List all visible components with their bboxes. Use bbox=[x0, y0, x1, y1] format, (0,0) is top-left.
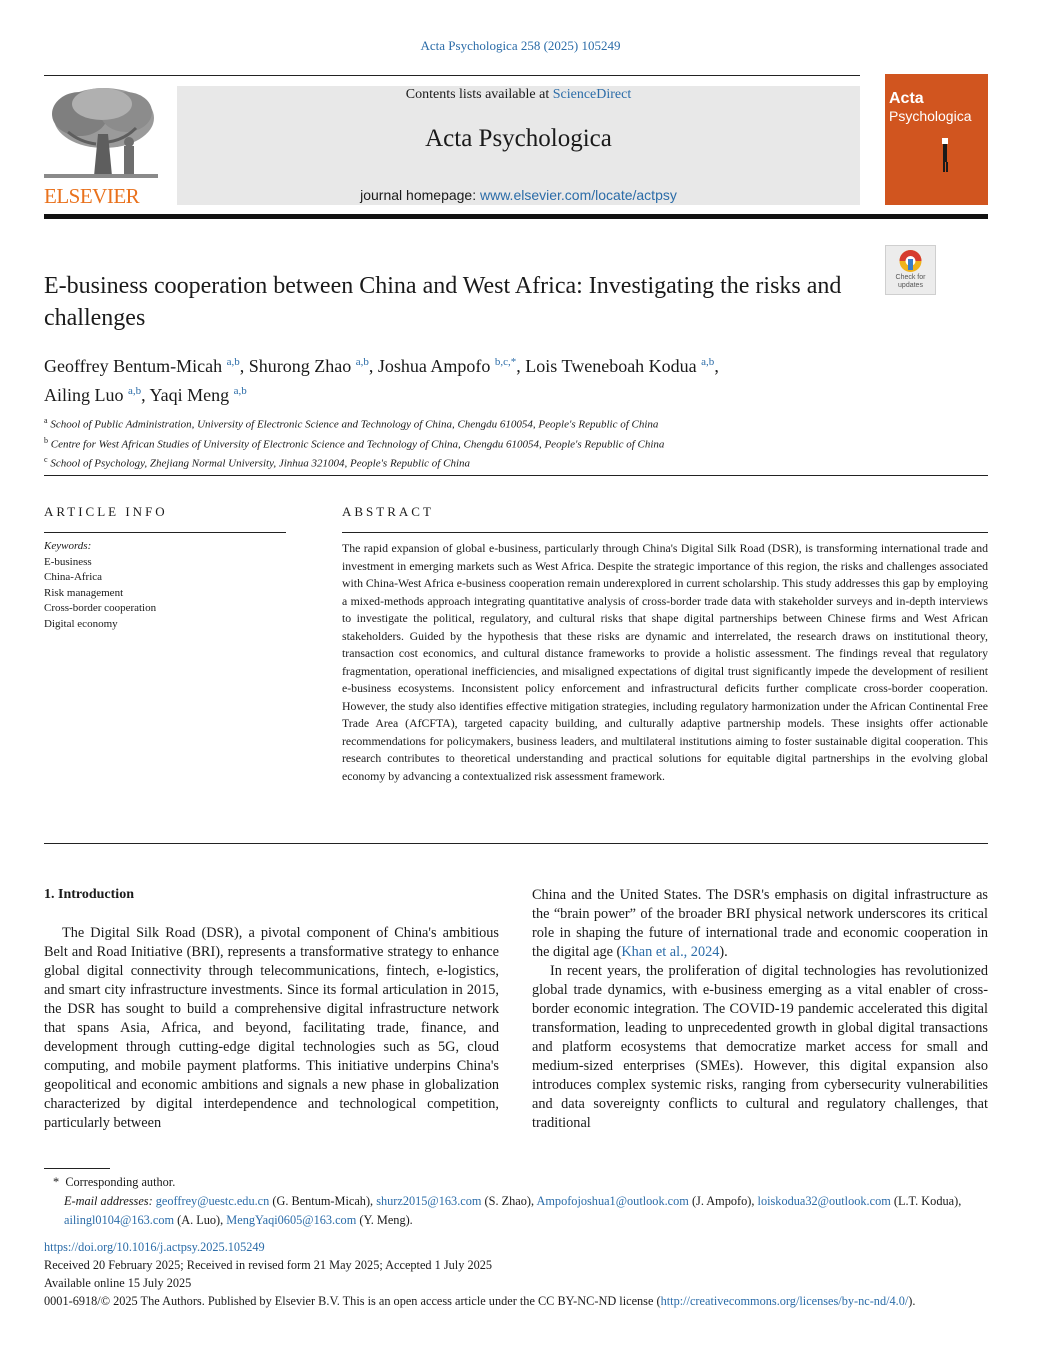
check-updates-label: Check for updates bbox=[895, 274, 926, 289]
divider bbox=[44, 843, 988, 844]
affiliation: $^c$ School of Psychology, Zhejiang Normal University, Jinhua 321004, People's Republic of China bbox=[44, 455, 471, 470]
corresponding-author-note: Corresponding author. bbox=[65, 1175, 176, 1189]
section-heading-introduction: 1. Introduction bbox=[44, 887, 134, 902]
article-title: E-business cooperation between China and West Africa: Investigating the risks and challenges bbox=[44, 273, 842, 331]
header-top-rule bbox=[44, 75, 860, 76]
keywords-label: Keywords: bbox=[44, 540, 92, 552]
email-link[interactable]: loiskodua32@outlook.com bbox=[757, 1194, 891, 1208]
email-link[interactable]: MengYaqi0605@163.com bbox=[226, 1213, 357, 1227]
author[interactable]: Yaqi Meng $^{a,b}$ bbox=[149, 385, 247, 405]
license-link[interactable]: http://creativecommons.org/licenses/by-nc-nd/4.0/ bbox=[660, 1294, 909, 1308]
journal-homepage: journal homepage: www.elsevier.com/locate/actpsy bbox=[360, 187, 677, 203]
homepage-link[interactable]: www.elsevier.com/locate/actpsy bbox=[480, 187, 677, 203]
journal-citation[interactable]: Acta Psychologica 258 (2025) 105249 bbox=[420, 38, 621, 53]
affiliation: $^a$ School of Public Administration, University of Electronic Science and Technology of China, Chengdu 610054, People's Republic of China bbox=[44, 416, 659, 431]
journal-name: Acta Psychologica bbox=[425, 125, 612, 152]
author[interactable]: Joshua Ampofo $^{b,c,*}$ bbox=[377, 356, 517, 376]
keyword: Cross-border cooperation bbox=[44, 602, 157, 614]
cover-title-line1: Acta bbox=[889, 90, 924, 107]
footnote-rule bbox=[44, 1168, 110, 1169]
cover-figure-icon bbox=[885, 74, 988, 205]
contents-line: Contents lists available at ScienceDirect bbox=[405, 87, 632, 102]
journal-cover[interactable] bbox=[885, 74, 988, 205]
license-statement: 0001-6918/© 2025 The Authors. Published by Elsevier B.V. This is an open access article under the CC BY-NC-ND license (http://creativecommons.org/licenses/by-nc-nd/4.0/). bbox=[44, 1294, 916, 1308]
paragraph: In recent years, the proliferation of digital technologies has revolutionized global trade dynamics, with e-business emerging as a vital enabler of cross-border economic integration. The COVID-19 pandemic accelerated this digital transformation, leading to unprecedented growth in global digital transactions and platform ecosystems that democratize market access for small and medium-sized enterprises (SMEs). However, this digital expansion also introduces complex systemic risks, ranging from cybersecurity vulnerabilities and data sovereignty conflicts to cultural and regulatory challenges, that traditional bbox=[532, 963, 988, 1131]
keyword: Digital economy bbox=[44, 617, 118, 630]
article-info-heading: ARTICLE INFO bbox=[44, 504, 168, 519]
paragraph: China and the United States. The DSR's emphasis on digital infrastructure as the “brain power” of the broader BRI physical network underscores its critical role in shaping the future of international trade and economic cooperation in the digital age (Khan et al., 2024). bbox=[532, 887, 988, 960]
author-list: Geoffrey Bentum-Micah $^{a,b}$, Shurong Zhao $^{a,b}$, Joshua Ampofo $^{b,c,*}$, Lois Tweneboah Kodua $^{a,b}$, Ailing Luo $^{a,b}$, Yaqi Meng $^{a,b}$ bbox=[44, 356, 719, 405]
author[interactable]: Lois Tweneboah Kodua $^{a,b}$ bbox=[525, 356, 715, 376]
paragraph: The Digital Silk Road (DSR), a pivotal component of China's ambitious Belt and Road Initiative (BRI), represents a transformative strategy to enhance global digital connectivity through telecommunications, fintech, e-logistics, and smart city infrastructure investments. Since its formal articulation in 2015, the DSR has sought to build a comprehensive digital infrastructure network that spans Asia, Africa, and beyond, facilitating trade, finance, and development through cutting-edge digital technologies such as 5G, cloud computing, and mobile payment platforms. This initiative underpins China's geopolitical and economic ambitions and signals a new phase in globalization characterized by digital interdependence and technological competition, particularly between bbox=[44, 925, 499, 1131]
received-dates: Received 20 February 2025; Received in revised form 21 May 2025; Accepted 1 July 2025 bbox=[44, 1258, 493, 1272]
abstract-text: The rapid expansion of global e-business, particularly through China's Digital Silk Road (DSR), is transforming international trade and investment in emerging markets such as West Africa. Despite the strategic importance of this region, the risks and challenges associated with China-West Africa e-business cooperation remain underexplored in current scholarship. This study addresses this gap by employing a mixed-methods approach integrating quantitative analysis of cross-border trade data with stakeholder surveys and in-depth interviews to investigate the political, regulatory, and cultural risks that shape digital partnerships between Chinese firms and West African stakeholders. Guided by the hypothesis that these risks are dynamic and interrelated, the research draws on institutional theory, transaction cost economics, and cultural distance frameworks to provide a holistic assessment. The findings reveal that regulatory fragmentation, operational inefficiencies, and misaligned expectations of digital trust significantly impede the development of resilient e-business ecosystems. Inconsistent policy enforcement and infrastructural deficits further complicate cross-border cooperation. However, the study also identifies effective mitigation strategies, including regulatory harmonization under the African Continental Free Trade Area (AfCFTA), targeted capacity building, and culturally adaptive partnership models. These insights offer actionable recommendations for policymakers, business leaders, and multilateral institutions aiming to foster sustainable digital cooperation. This research contributes to theoretical understanding and practical solutions for equitable digital partnerships in the evolving global economy by advancing a contextualized risk assessment framework. bbox=[342, 541, 988, 783]
email-link[interactable]: Ampofojoshua1@outlook.com bbox=[536, 1194, 689, 1208]
keyword: Risk management bbox=[44, 586, 124, 599]
keyword: E-business bbox=[44, 555, 92, 568]
sciencedirect-link[interactable]: ScienceDirect bbox=[552, 87, 632, 102]
cover-title-line2: Psychologica bbox=[889, 108, 972, 124]
footnote: * Corresponding author. E-mail addresses: geoffrey@uestc.edu.cn (G. Bentum-Micah), shurz2015@163.com (S. Zhao), Ampofojoshua1@outlook.com (J. Ampofo), loiskodua32@outlook.com (L.T. Kodua), ailingl0104@163.com (A. Luo), MengYaqi0605@163.com (Y. Meng). bbox=[53, 1175, 962, 1227]
author[interactable]: Shurong Zhao $^{a,b}$ bbox=[248, 356, 369, 376]
author[interactable]: Ailing Luo $^{a,b}$ bbox=[44, 385, 142, 405]
author[interactable]: Geoffrey Bentum-Micah $^{a,b}$ bbox=[44, 356, 240, 376]
email-link[interactable]: geoffrey@uestc.edu.cn bbox=[155, 1194, 270, 1208]
body-column-right bbox=[532, 886, 988, 1133]
elsevier-wordmark: ELSEVIER bbox=[44, 184, 140, 208]
keywords-list bbox=[44, 539, 304, 632]
citation-link[interactable]: Khan et al., 2024 bbox=[621, 944, 720, 960]
publication-info bbox=[44, 1238, 988, 1310]
header-bottom-rule bbox=[44, 214, 988, 219]
affiliation: $^b$ Centre for West African Studies of University of Electronic Science and Technology of China, Chengdu 610054, People's Republic of China bbox=[44, 435, 665, 451]
abstract-heading: ABSTRACT bbox=[342, 504, 434, 519]
affiliations bbox=[44, 413, 944, 472]
divider bbox=[44, 475, 988, 476]
email-link[interactable]: ailingl0104@163.com bbox=[64, 1213, 175, 1227]
tree-icon bbox=[40, 84, 162, 182]
doi-link[interactable]: https://doi.org/10.1016/j.actpsy.2025.105249 bbox=[44, 1240, 265, 1254]
keyword: China-Africa bbox=[44, 571, 103, 583]
divider bbox=[342, 532, 988, 533]
body-column-left bbox=[44, 924, 499, 1133]
check-updates-icon bbox=[886, 246, 935, 276]
email-link[interactable]: shurz2015@163.com bbox=[376, 1194, 482, 1208]
divider bbox=[44, 532, 286, 533]
available-online: Available online 15 July 2025 bbox=[44, 1276, 192, 1290]
